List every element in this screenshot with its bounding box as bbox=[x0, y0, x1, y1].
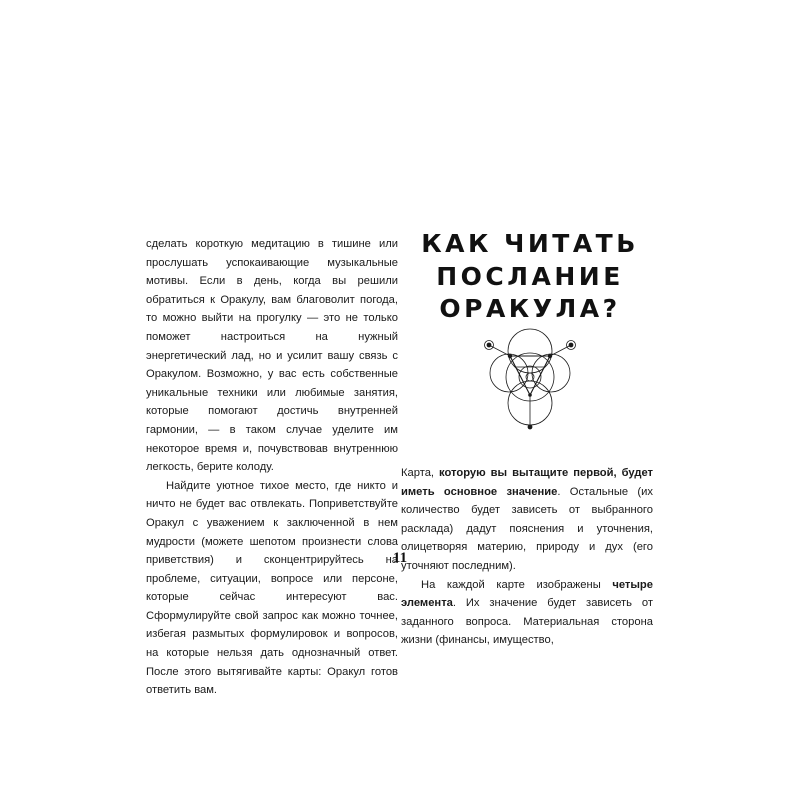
page-number: 11 bbox=[392, 550, 408, 566]
paragraph: сделать короткую медитацию в тишине или прослушать успокаивающие музыкальные мотивы. Если в день, когда вы решили обратиться к Оракулу, вам благоволит погода, то можно выйти на прогулку — это не только поможет настроиться на нужный энергетический лад, но и усилит вашу связь с Оракулом. Возможно, у вас есть собственные уникальные техники или любимые занятия, которые помогают достичь внутренней гармонии, — в таком случае уделите им некоторое время и, почувствовав внутреннюю легкость, берите колоду. bbox=[146, 238, 398, 474]
heading-line: ОРАКУЛА? bbox=[439, 294, 621, 323]
chapter-heading bbox=[420, 228, 640, 326]
paragraph: Найдите уютное тихое место, где никто и ничто не будет вас отвлекать. Поприветствуйте Оракул с уважением к заключенной в нем мудрости (можете шепотом произнести слова приветствия) и сконцентрируйтесь на проблеме, ситуации, вопросе или персоне, которые сейчас интересуют вас. Сформулируйте свой запрос как можно точнее, избегая размытых формулировок и вопросов, на которые нельзя дать однозначный ответ. После этого вытягивайте карты: Оракул готов ответить вам. bbox=[146, 479, 398, 697]
emblem-line bbox=[550, 345, 571, 356]
left-text-column bbox=[146, 235, 398, 700]
text-run: . Остальные (их количество будет зависеть от выбранного расклада) дадут пояснения и уточнения, олицетворяя материю, природу и дух (его уточняют последним). bbox=[401, 485, 653, 572]
emblem-dot bbox=[528, 393, 532, 397]
emblem-dot bbox=[487, 343, 492, 348]
text-run: На каждой карте изображены bbox=[421, 578, 613, 591]
emblem-dot bbox=[528, 425, 533, 430]
heading-line: ПОСЛАНИЕ bbox=[436, 261, 624, 291]
emblem-triangle bbox=[510, 356, 550, 395]
emblem-dot bbox=[508, 354, 512, 358]
paragraph bbox=[401, 576, 653, 650]
bold-text: четыре элемента bbox=[401, 578, 653, 610]
emblem-dot bbox=[548, 354, 552, 358]
emblem-circle bbox=[519, 366, 541, 388]
emblem-dot bbox=[569, 343, 574, 348]
emblem-line bbox=[489, 345, 510, 356]
bold-text: которую вы вытащите первой, будет иметь основное значение bbox=[401, 467, 653, 498]
sacred-geometry-emblem-icon bbox=[479, 323, 581, 435]
emblem-circle bbox=[490, 354, 528, 392]
text-run: Карта, bbox=[401, 467, 440, 479]
heading-line: КАК ЧИТАТЬ bbox=[421, 229, 639, 258]
emblem-circle bbox=[532, 354, 570, 392]
text-run: . Их значение будет зависеть от заданного вопроса. Материальная сторона жизни (финансы, имущество, bbox=[401, 597, 653, 647]
